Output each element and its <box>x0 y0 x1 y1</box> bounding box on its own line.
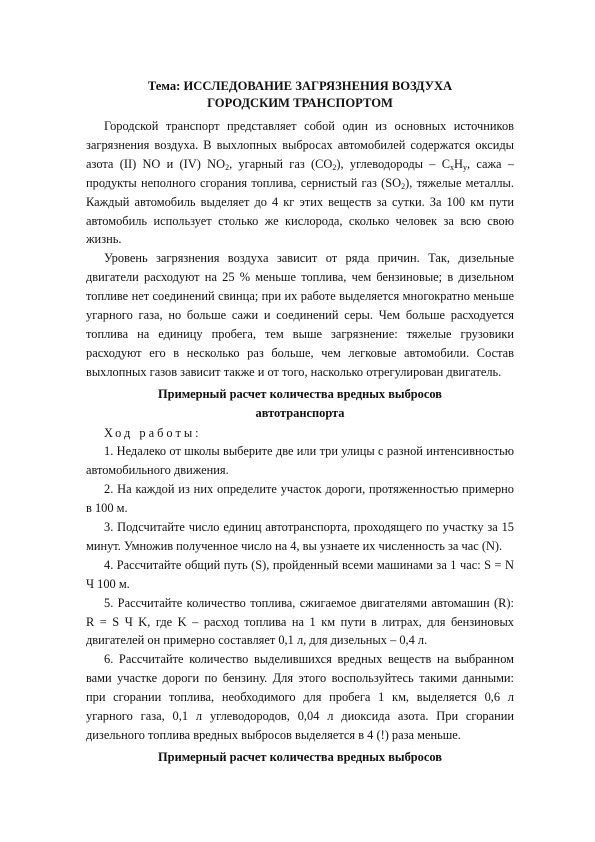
step-item: 6. Рассчитайте количество выделившихся вредных веществ на выбранном вами участке дороги по бензину. Для этого воспользуйтесь такими данными: при сгорании топлива, необходимого для пробега 1 км, выделяется 0,6 л угарного газа, 0,1 л углеводородов, 0,04 л диоксида азота. При сгорании дизельного топлива вредных выбросов выделяется в 4 (!) раза меньше. <box>86 652 514 742</box>
step-item: 4. Рассчитайте общий путь (S), пройденный всеми машинами за 1 час: S = N Ч 100 м. <box>86 557 514 591</box>
intro-paragraph-2: Уровень загрязнения воздуха зависит от ряда причин. Так, дизельные двигатели расходуют на 25 % меньше топлива, чем бензиновые; в дизельном топливе нет соединений свинца; при их работе выделяется многократно меньше угарного газа, но больше сажи и соединений серы. Чем больше расходуется топлива на единицу пробега, тем выше загрязнение: тяжелые грузовики расходуют его в несколько раз больше, чем легковые автомобили. Состав выхлопных газов зависит также и от того, насколько отрегулирован двигатель. <box>86 251 514 379</box>
section-heading-2-line-1: Примерный расчет количества вредных выбросов <box>158 749 442 764</box>
subscript: 2 <box>332 162 337 172</box>
intro-text: , угарный газ (CO <box>229 156 333 171</box>
section-heading-1 <box>86 385 514 423</box>
step-item: 5. Рассчитайте количество топлива, сжигаемое двигателями автомашин (R): R = S Ч K, где K – расход топлива на 1 км пути в литрах, для бензиновых двигателей он примерно составляет 0,1 л, для дизельных – 0,4 л. <box>86 595 514 648</box>
intro-text: , сажа – продукты неполного сгорания топлива, сернистый газ (SO <box>86 156 515 190</box>
document-content <box>86 78 514 768</box>
work-heading: Ход работы: <box>104 425 202 440</box>
section-heading-2 <box>86 748 514 767</box>
intro-text: ), углеводороды – C <box>336 156 450 171</box>
subscript: y <box>462 162 467 172</box>
step-item: 2. На каждой из них определите участок дороги, протяженностью примерно в 100 м. <box>86 482 514 516</box>
intro-paragraph-1 <box>86 117 514 249</box>
step-item: 3. Подсчитайте число единиц автотранспорта, проходящего по участку за 15 минут. Умножив полученное число на 4, вы узнаете их численность за час (N). <box>86 520 514 553</box>
document-title <box>86 78 514 111</box>
title-line-1: Тема: ИССЛЕДОВАНИЕ ЗАГРЯЗНЕНИЯ ВОЗДУХА <box>147 79 453 93</box>
intro-text: H <box>454 156 463 171</box>
step-item: 1. Недалеко от школы выберите две или три улицы с разной интенсивностью автомобильного движения. <box>86 444 514 478</box>
section-heading-1-line-2: автотранспорта <box>255 405 345 420</box>
subscript: 2 <box>401 181 406 191</box>
subscript: 2 <box>225 162 230 172</box>
subscript: x <box>450 162 454 172</box>
intro-text: ), тяжелые металлы. Каждый автомобиль выделяет до 4 кг этих веществ за сутки. За 100 км пути автомобиль использует столько же кислорода, сколько человек за всю свою жизнь. <box>86 175 514 247</box>
title-line-2: ГОРОДСКИМ ТРАНСПОРТОМ <box>207 95 393 110</box>
section-heading-1-line-1: Примерный расчет количества вредных выбросов <box>158 386 442 401</box>
intro-text: Городской транспорт представляет собой один из основных источников загрязнения воздуха. В выхлопных выбросах автомобилей содержатся оксиды азота (II) NO и (IV) NO <box>86 119 514 171</box>
